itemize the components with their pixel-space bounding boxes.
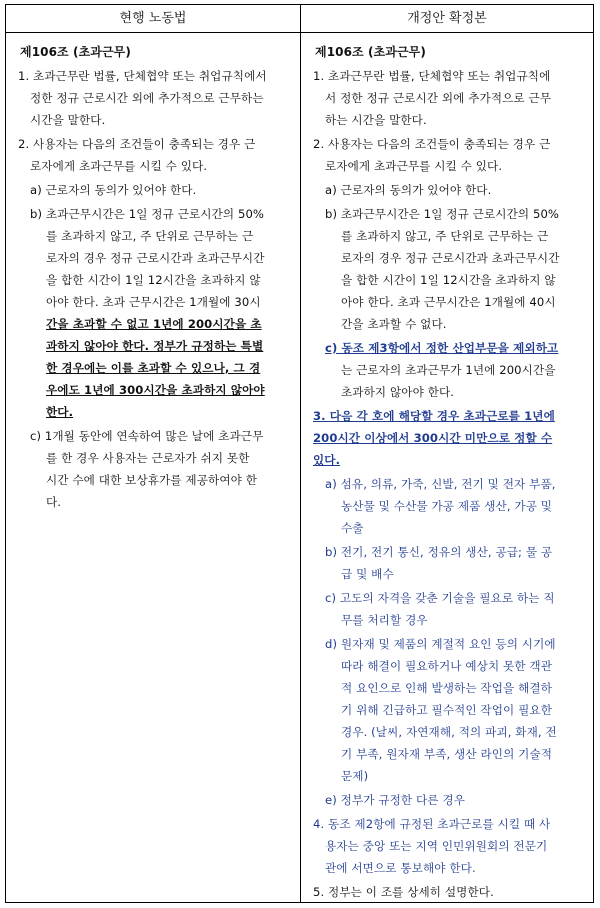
item-b-line: 를 초과하지 않고, 주 단위로 근무하는 근	[46, 229, 254, 243]
item-b-line-emphasis: 한다.	[46, 405, 74, 419]
item-b-line-emphasis: 간을 초과할 수 없고 1년에 200시간을 초	[46, 317, 262, 331]
clause-4-line: 용자는 중앙 또는 지역 인민위원회의 전문기	[325, 839, 548, 853]
clause-3-item-c: 무를 처리할 경우	[341, 613, 428, 627]
header-amendment: 개정안 확정본	[301, 5, 593, 33]
item-b-line: 를 초과하지 않고, 주 단위로 근무하는 근	[341, 229, 549, 243]
item-b-line: b) 초과근무시간은 1일 정규 근로시간의 50%	[30, 207, 265, 221]
clause-3-item-d: 따라 해결이 필요하거나 예상치 못한 객관	[341, 659, 553, 673]
item-b-line: b) 초과근무시간은 1일 정규 근로시간의 50%	[325, 207, 560, 221]
clause-3-line: 3. 다음 각 호에 해당할 경우 초과근로를 1년에	[313, 409, 555, 423]
clause-3-item-d: 문제)	[341, 769, 369, 783]
clause-1-line: 서 정한 정규 근로시간 외에 추가적으로 근무	[325, 91, 552, 105]
item-b-line: 로자의 경우 정규 근로시간과 초과근무시간	[46, 251, 265, 265]
comparison-table	[5, 4, 594, 903]
item-b-line: 을 합한 시간이 1일 12시간을 초과하지 않	[46, 273, 261, 287]
item-b-line: 아야 한다. 초과 근무시간은 1개월에 40시	[341, 295, 556, 309]
item-c-line: c) 1개월 동안에 연속하여 많은 날에 초과근무	[30, 429, 264, 443]
clause-4-line: 관에 서면으로 통보해야 한다.	[325, 861, 476, 875]
clause-3-line: 200시간 이상에서 300시간 미만으로 정할 수	[313, 431, 553, 445]
clause-3-line: 있다.	[313, 453, 341, 467]
clause-4-line: 4. 동조 제2항에 규정된 초과근로를 시킬 때 사	[313, 817, 551, 831]
item-b-line: 로자의 경우 정규 근로시간과 초과근무시간	[341, 251, 560, 265]
item-c-line: 를 한 경우 사용자는 근로자가 쉬지 못한	[46, 451, 250, 465]
item-b-line-emphasis: 우에도 1년에 300시간을 초과하지 않아야	[46, 383, 265, 397]
item-c-line: 다.	[46, 495, 62, 509]
clause-2-line: 2. 사용자는 다음의 조건들이 충족되는 경우 근	[313, 137, 551, 151]
clause-1-line: 시간을 말한다.	[30, 113, 106, 127]
item-b-line: 을 합한 시간이 1일 12시간을 초과하지 않	[341, 273, 556, 287]
item-b-line-emphasis: 한 경우에는 이를 초과할 수 있으나, 그 경	[46, 361, 261, 375]
clause-1-line: 1. 초과근무란 법률, 단체협약 또는 취업규칙에	[313, 69, 551, 83]
clause-1-line: 1. 초과근무란 법률, 단체협약 또는 취업규칙에서	[18, 69, 267, 83]
clause-3-item-d: 기 부족, 원자재 부족, 생산 라인의 기술적	[341, 747, 553, 761]
clause-3-item-a: a) 섬유, 의류, 가죽, 신발, 전기 및 전자 부품,	[325, 477, 556, 491]
item-c-line-new: c) 동조 제3항에서 정한 산업부문을 제외하고	[325, 341, 559, 355]
clause-3-item-b: b) 전기, 전기 통신, 정유의 생산, 공급; 물 공	[325, 545, 553, 559]
clause-3-item-d: d) 원자재 및 제품의 계절적 요인 등의 시기에	[325, 637, 556, 651]
clause-3-item-b: 급 및 배수	[341, 567, 394, 581]
article-title: 제106조 (초과근무)	[315, 45, 426, 59]
clause-3-item-a: 수출	[341, 521, 364, 535]
clause-5-line: 5. 정부는 이 조를 상세히 설명한다.	[313, 885, 494, 899]
item-b-line: 간을 초과할 수 없다.	[341, 317, 447, 331]
clause-3-item-a: 농산물 및 수산물 가공 제품 생산, 가공 및	[341, 499, 553, 513]
item-a-line: a) 근로자의 동의가 있어야 한다.	[30, 183, 197, 197]
clause-3-item-c: c) 고도의 자격을 갖춘 기술을 필요로 하는 직	[325, 591, 555, 605]
item-a-line: a) 근로자의 동의가 있어야 한다.	[325, 183, 492, 197]
item-c-line: 초과하지 않아야 한다.	[341, 385, 455, 399]
clause-2-line: 2. 사용자는 다음의 조건들이 충족되는 경우 근	[18, 137, 256, 151]
item-c-line: 시간 수에 대한 보상휴가를 제공하여야 한	[46, 473, 258, 487]
clause-3-item-d: 기 위해 긴급하고 필수적인 작업이 필요한	[341, 703, 553, 717]
clause-1-line: 하는 시간을 말한다.	[325, 113, 427, 127]
article-title: 제106조 (초과근무)	[20, 45, 131, 59]
item-b-line: 아야 한다. 초과 근무시간은 1개월에 30시	[46, 295, 261, 309]
header-current-law: 현행 노동법	[6, 5, 300, 33]
clause-3-item-d: 적 요인으로 인해 발생하는 작업을 해결하	[341, 681, 553, 695]
item-b-line-emphasis: 과하지 않아야 한다. 정부가 규정하는 특별	[46, 339, 264, 353]
item-c-line: 는 근로자의 초과근무가 1년에 200시간을	[341, 363, 556, 377]
clause-2-line: 로자에게 초과근무를 시킬 수 있다.	[325, 159, 503, 173]
column-divider	[300, 5, 301, 902]
clause-1-line: 정한 정규 근로시간 외에 추가적으로 근무하는	[30, 91, 264, 105]
clause-3-item-d: 경우. (날씨, 자연재해, 적의 파괴, 화재, 전	[341, 725, 557, 739]
clause-3-item-e: e) 정부가 규정한 다른 경우	[325, 793, 465, 807]
clause-2-line: 로자에게 초과근무를 시킬 수 있다.	[30, 159, 208, 173]
